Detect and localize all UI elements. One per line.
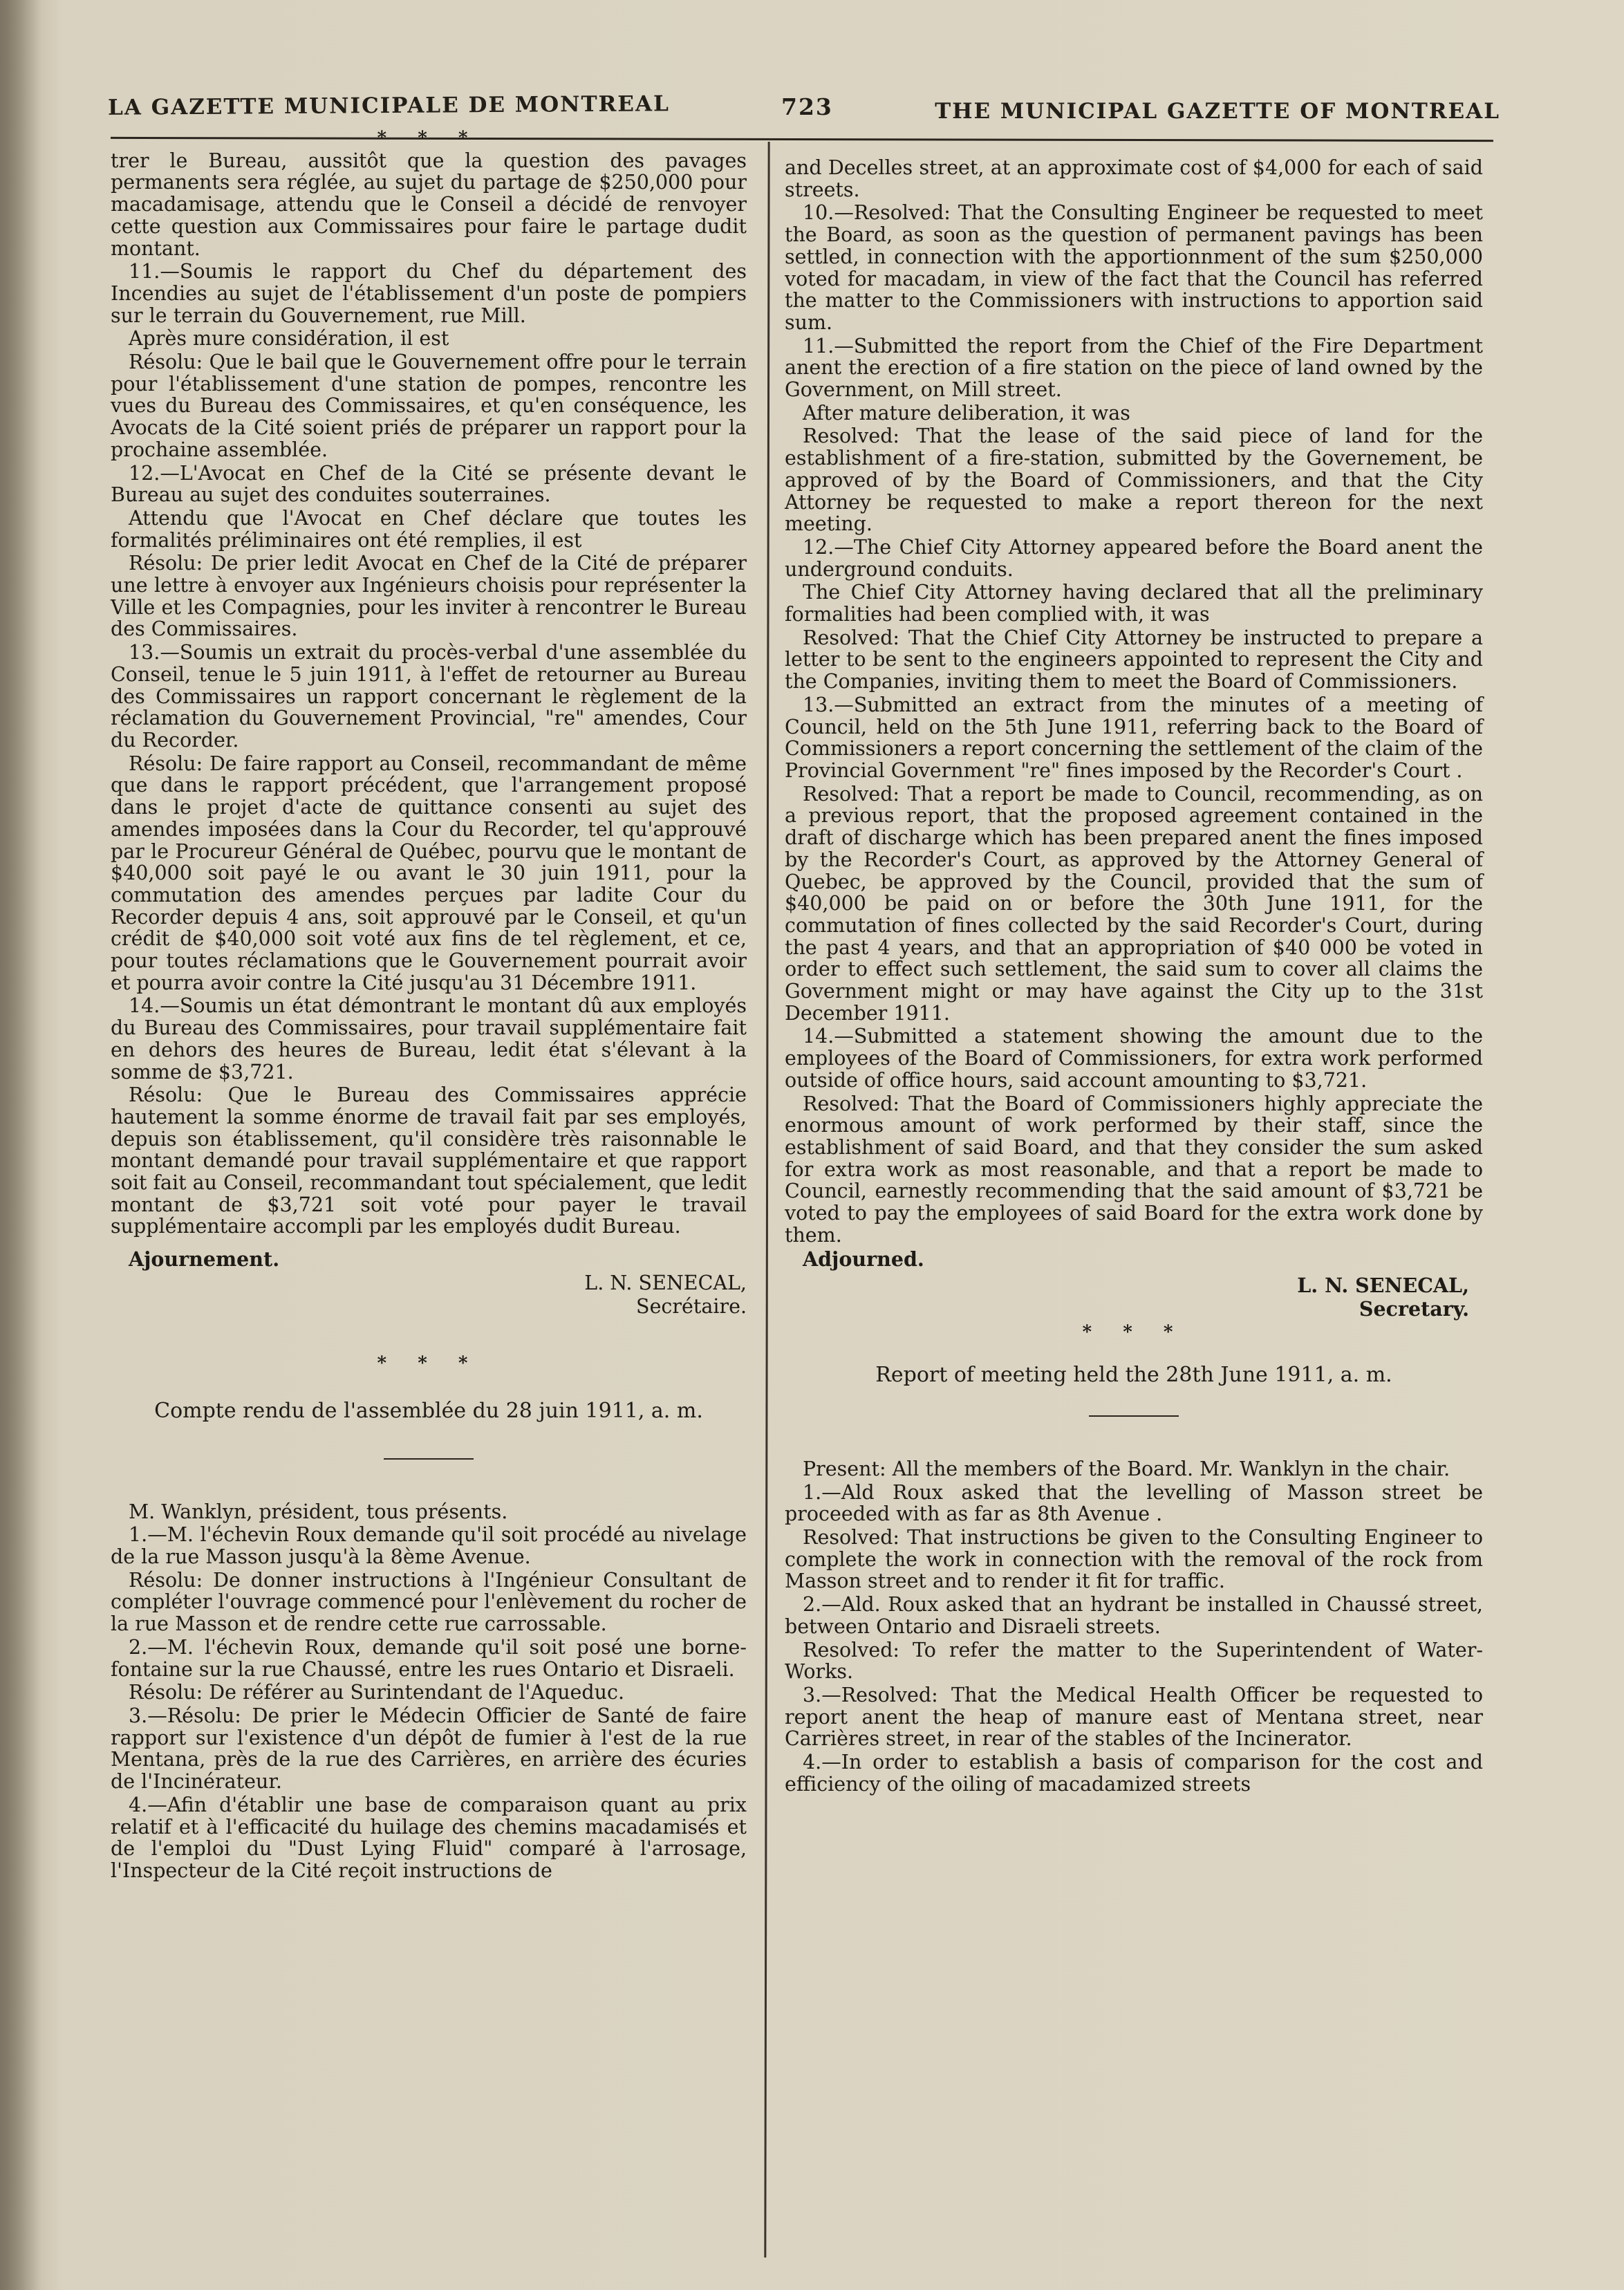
column-divider <box>764 142 769 2258</box>
paragraph: Resolved: That the Board of Commissioners highly appreciate the enormous amount of work performed by their staff, since the establishment of said Board, and that they consider the sum asked for extra work as most reasonable, and that a report be made to Council, earnestly recommending that the said amount of $3,721 be voted to pay the employees of said Board for the extra work done by them. <box>785 1092 1483 1247</box>
paragraph: 11.—Soumis le rapport du Chef du département des Incendies au sujet de l'établissement d'un poste de pompiers sur le terrain du Gouvernement, rue Mill. <box>111 260 747 327</box>
paragraph: Attendu que l'Avocat en Chef déclare que toutes les formalités préliminaires ont été remplies, il est <box>111 506 747 552</box>
paragraph: 3.—Resolved: That the Medical Health Officer be requested to report anent the heap of manure east of Mentana street, near Carrières street, in rear of the stables of the Incinerator. <box>785 1684 1483 1751</box>
paragraph: 14.—Submitted a statement showing the amount due to the employees of the Board of Commissioners, for extra work performed outside of office hours, said account amounting to $3,721. <box>785 1025 1483 1092</box>
report-title: Compte rendu de l'assemblée du 28 juin 1911, a. m. <box>154 1398 703 1423</box>
paragraph: Resolved: That a report be made to Council, recommending, as on a previous report, that the proposed agreement contained in the draft of discharge which has been prepared anent the fines imposed by the Recorder's Court, as approved by the Attorney General of Quebec, be approved by the Council, provided that the sum of $40,000 be paid on or before the 30th June 1911, for the commutation of fines collected by the said Recorder's Court, during the past 4 years, and that an appropriation of $40 000 be voted in order to effect such settlement, the said sum to cover all claims the Government might or may have against the City up to the 31st December 1911. <box>785 782 1483 1025</box>
paragraph: Après mure considération, il est <box>129 327 449 351</box>
french-column <box>111 128 747 1883</box>
french-minutes-continued <box>111 150 747 1238</box>
signature-name: L. N. SENECAL, <box>1297 1274 1469 1298</box>
signature-title: Secretary. <box>1359 1296 1469 1321</box>
paragraph: 12.—L'Avocat en Chef de la Cité se présente devant le Bureau au sujet des conduites souterraines. <box>111 461 747 507</box>
report-title: Report of meeting held the 28th June 1911, a. m. <box>875 1363 1392 1388</box>
paragraph: 1.—M. l'échevin Roux demande qu'il soit procédé au nivelage de la rue Masson jusqu'à la 8ème Avenue. <box>111 1523 747 1569</box>
paragraph: Résolu: De référer au Surintendant de l'Aqueduc. <box>129 1681 625 1704</box>
paragraph: Résolu: Que le bail que le Gouvernement offre pour le terrain pour l'établissement d'une station de pompes, rencontre les vues du Bureau des Commissaires, et qu'en conséquence, les Avocats de la Cité soient priés de préparer un rapport pour la prochaine assemblée. <box>111 351 747 461</box>
english-minutes-new <box>785 1458 1483 1796</box>
paragraph: Resolved: That instructions be given to the Consulting Engineer to complete the work in connection with the removal of the rock from Masson street and to render it fit for traffic. <box>785 1526 1483 1593</box>
paragraph: Résolu: De prier ledit Avocat en Chef de la Cité de préparer une lettre à envoyer aux Ingénieurs choisis pour représenter la Ville et les Compagnies, pour les inviter à rencontrer le Bureau des Commissaires. <box>111 552 747 641</box>
page-header <box>104 93 1500 131</box>
binding-shadow <box>0 0 41 2290</box>
paragraph: trer le Bureau, aussitôt que la question des pavages permanents sera réglée, au sujet du partage de $250,000 pour macadamisage, attendu que le Conseil a décidé de renvoyer cette question aux Commissaires pour faire le partage dudit montant. <box>111 149 747 260</box>
adjourned-label: Ajournement. <box>129 1247 280 1272</box>
page-number: 723 <box>781 93 833 120</box>
english-column <box>785 128 1483 1797</box>
paragraph: Resolved: That the Chief City Attorney be instructed to prepare a letter to be sent to the engineers appointed to represent the City and the Companies, inviting them to meet the Board of Commissioners. <box>785 626 1483 693</box>
french-minutes-new <box>111 1501 747 1882</box>
section-stars: * * * <box>377 128 480 149</box>
paragraph: M. Wanklyn, président, tous présents. <box>129 1500 508 1523</box>
paragraph: 2.—M. l'échevin Roux, demande qu'il soit posé une borne-fontaine sur la rue Chaussé, entre les rues Ontario et Disraeli. <box>111 1635 747 1681</box>
paragraph: After mature deliberation, it was <box>803 401 1130 425</box>
header-french-title: LA GAZETTE MUNICIPALE DE MONTREAL <box>107 91 670 120</box>
paragraph: Résolu: Que le Bureau des Commissaires apprécie hautement la somme énorme de travail fait par ses employés, depuis son établissement, qu'il considère très raisonnable le montant demandé pour travail supplémentaire et que rapport soit fait au Conseil, recommandant tout spécialement, que ledit montant de $3,721 soit voté pour payer le travail supplémentaire accompli par les employés dudit Bureau. <box>111 1083 747 1238</box>
english-minutes-continued <box>785 157 1483 1246</box>
column-spacer <box>785 128 1483 157</box>
section-stars: * * * <box>1082 1321 1186 1343</box>
paragraph: 12.—The Chief City Attorney appeared before the Board anent the underground conduits. <box>785 535 1483 581</box>
header-english-title: THE MUNICIPAL GAZETTE OF MONTREAL <box>935 99 1500 124</box>
paragraph: 2.—Ald. Roux asked that an hydrant be installed in Chaussé street, between Ontario and Disraeli streets. <box>785 1593 1483 1638</box>
paragraph: Resolved: That the lease of the said piece of land for the establishment of a fire-station, submitted by the Governement, be approved of by the Board of Commissioners, and that the City Attorney be requested to make a report thereon for the next meeting. <box>785 425 1483 536</box>
paragraph: 13.—Soumis un extrait du procès-verbal d'une assemblée du Conseil, tenue le 5 juin 1911, à l'effet de retourner au Bureau des Commissaires un rapport concernant le règlement de la réclamation du Gouvernement Provincial, "re" amendes, Cour du Recorder. <box>111 641 747 752</box>
short-rule <box>384 1458 474 1460</box>
paragraph: 3.—Résolu: De prier le Médecin Officier de Santé de faire rapport sur l'existence d'un dépôt de fumier à l'est de la rue Mentana, près de la rue des Carrières, en arrière des écuries de l'Incinérateur. <box>111 1704 747 1794</box>
adjourned-label: Adjourned. <box>803 1247 924 1272</box>
paragraph: 10.—Resolved: That the Consulting Engineer be requested to meet the Board, as soon as the question of permanent pavings has been settled, in connection with the apportionnment of the sum $250,000 voted for macadam, in view of the fact that the Council has referred the matter to the Commissioners with instructions to apportion said sum. <box>785 201 1483 334</box>
paragraph: Résolu: De donner instructions à l'Ingénieur Consultant de compléter l'ouvrage commencé pour l'enlèvement du rocher de la rue Masson et de rendre cette rue carrossable. <box>111 1568 747 1636</box>
paragraph: 1.—Ald Roux asked that the levelling of Masson street be proceeded with as far as 8th Avenue . <box>785 1480 1483 1526</box>
paragraph: Résolu: De faire rapport au Conseil, recommandant de même que dans le rapport précédent, que l'arrangement proposé dans le projet d'acte de quittance consenti au sujet des amendes imposées dans la Cour du Recorder, tel qu'approuvé par le Procureur Général de Québec, pourvu que le montant de $40,000 soit payé le ou avant le 30 juin 1911, pour la commutation des amendes perçues par ladite Cour du Recorder depuis 4 ans, soit approuvé par le Conseil, et qu'un crédit de $40,000 soit voté aux fins de tel règlement, et ce, pour toutes réclamations que le Gouvernement pourrait avoir et pourra avoir contre la Cité jusqu'au 31 Décembre 1911. <box>111 752 747 994</box>
paragraph: 13.—Submitted an extract from the minutes of a meeting of Council, held on the 5th June 1911, referring back to the Board of Commissioners a report concerning the settlement of the claim of the Provincial Government "re" fines imposed by the Recorder's Court . <box>785 693 1483 782</box>
paragraph: Present: All the members of the Board. Mr. Wanklyn in the chair. <box>803 1457 1450 1480</box>
paragraph: 11.—Submitted the report from the Chief of the Fire Department anent the erection of a fire station on the piece of land owned by the Government, on Mill street. <box>785 334 1483 402</box>
signature-title: Secrétaire. <box>636 1294 747 1318</box>
paragraph: 14.—Soumis un état démontrant le montant dû aux employés du Bureau des Commissaires, pour travail supplémentaire fait en dehors des heures de Bureau, ledit état s'élevant à la somme de $3,721. <box>111 994 747 1083</box>
paragraph: 4.—Afin d'établir une base de comparaison quant au prix relatif et à l'efficacité du huilage des chemins macadamisés et de l'emploi du "Dust Lying Fluid" comparé à l'arrosage, l'Inspecteur de la Cité reçoit instructions de <box>111 1793 747 1882</box>
paragraph: Resolved: To refer the matter to the Superintendent of Water-Works. <box>785 1638 1483 1684</box>
short-rule <box>1089 1415 1179 1417</box>
paragraph: and Decelles street, at an approximate cost of $4,000 for each of said streets. <box>785 156 1483 201</box>
paragraph: The Chief City Attorney having declared that all the preliminary formalities had been complied with, it was <box>785 581 1483 626</box>
section-stars: * * * <box>377 1353 480 1375</box>
signature-name: L. N. SENECAL, <box>584 1271 747 1294</box>
paragraph: 4.—In order to establish a basis of comparison for the cost and efficiency of the oiling of macadamized streets <box>785 1751 1483 1796</box>
